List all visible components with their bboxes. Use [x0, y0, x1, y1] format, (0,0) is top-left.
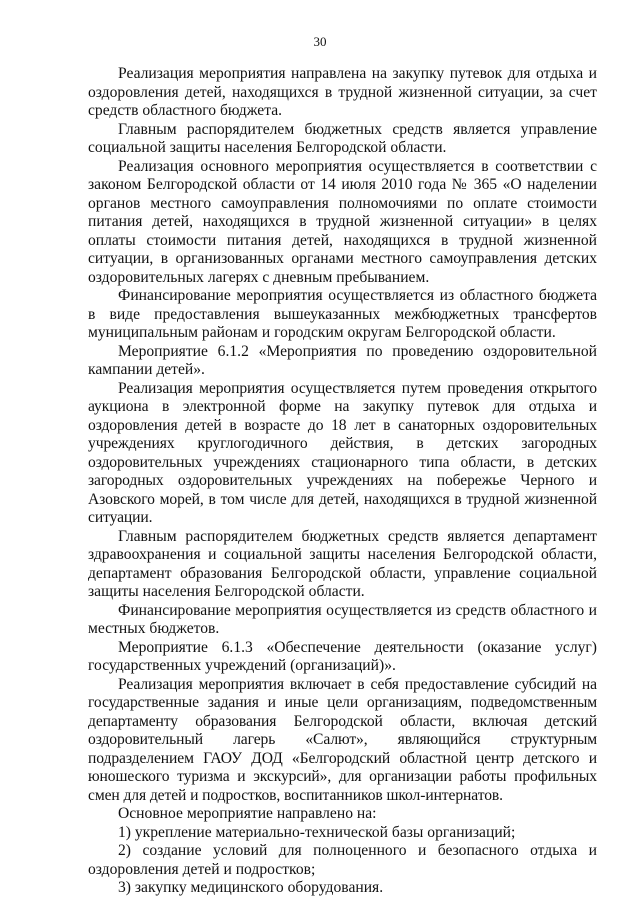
- list-item-2: 2) создание условий для полноценного и безопасного отдыха и оздоровления детей и подростков;: [88, 842, 597, 878]
- paragraph-law-365: Реализация основного мероприятия осуществляется в соответствии с законом Белгородской области от 14 июля 2010 года № 365 «О наделении органов местного самоуправления полномочиями по оплате стоимости питания детей, находящихся в трудной жизненной ситуации» в целях оплаты стоимости питания детей, находящихся в трудной жизненной ситуации, в организованных органами местного самоуправления детских оздоровительных лагерях с дневным пребыванием.: [88, 157, 597, 286]
- paragraph-budget-manager-2: Главным распорядителем бюджетных средств является департамент здравоохранения и социальной защиты населения Белгородской области, департамент образования Белгородской области, управление социальной защиты населения Белгородской области.: [88, 527, 597, 600]
- paragraph-directions-intro: Основное мероприятие направлено на:: [118, 805, 377, 822]
- paragraph-measure-6-1-2: Мероприятие 6.1.2 «Мероприятия по проведению оздоровительной кампании детей».: [88, 342, 597, 378]
- paragraph-vouchers-purpose: Реализация мероприятия направлена на закупку путевок для отдыха и оздоровления детей, находящихся в трудной жизненной ситуации, за счет средств областного бюджета.: [88, 65, 597, 119]
- list-item-1: 1) укрепление материально-технической базы организаций;: [118, 823, 516, 841]
- paragraph-budget-manager-1: Главным распорядителем бюджетных средств является управление социальной защиты населения Белгородской области.: [88, 120, 597, 156]
- paragraph-measure-6-1-3: Мероприятие 6.1.3 «Обеспечение деятельности (оказание услуг) государственных учреждений (организаций)».: [88, 638, 597, 674]
- list-item-3: 3) закупку медицинского оборудования.: [118, 879, 384, 896]
- paragraph-financing-1: Финансирование мероприятия осуществляется из областного бюджета в виде предоставления вышеуказанных межбюджетных трансфертов муниципальным районам и городским округам Белгородской области.: [88, 287, 597, 341]
- paragraph-financing-2: Финансирование мероприятия осуществляется из средств областного и местных бюджетов.: [88, 601, 597, 637]
- paragraph-auction: Реализация мероприятия осуществляется путем проведения открытого аукциона в электронной форме на закупку путевок для отдыха и оздоровления детей в возрасте до 18 лет в санаторных оздоровительных учреждениях круглогодичного действия, в детских загородных оздоровительных учреждениях стационарного типа области, в детских загородных оздоровительных учреждениях на побережье Черного и Азовского морей, в том числе для детей, находящихся в трудной жизненной ситуации.: [88, 379, 597, 526]
- document-body: [88, 65, 597, 898]
- paragraph-subsidies: Реализация мероприятия включает в себя предоставление субсидий на государственные задания и иные цели организациям, подведомственным департаменту образования Белгородской области, включая детский оздоровительный лагерь «Салют», являющийся структурным подразделением ГАОУ ДОД «Белгородский областной центр детского и юношеского туризма и экскурсий», для организации работы профильных смен для детей и подростков, воспитанников школ-интернатов.: [88, 675, 597, 804]
- page-number: 30: [313, 34, 327, 49]
